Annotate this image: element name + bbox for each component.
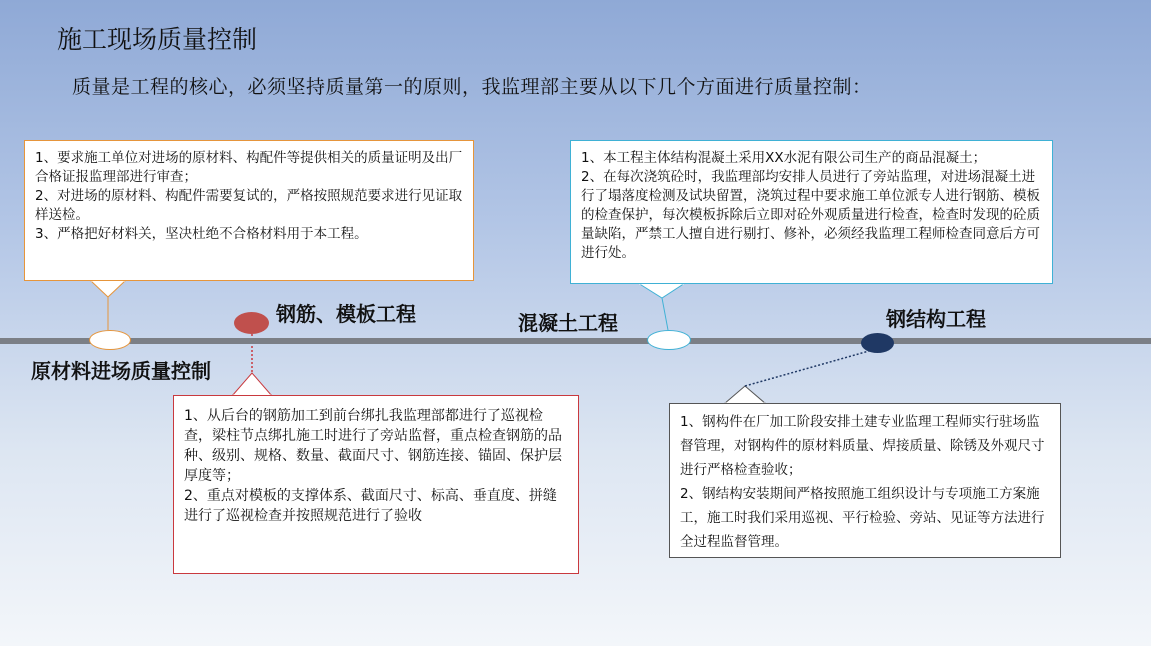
- concrete-node: [647, 330, 691, 350]
- steel-structure-item: 2、钢结构安装期间严格按照施工组织设计与专项施工方案施工，施工时我们采用巡视、平行检验、旁站、见证等方法进行全过程监督管理。: [680, 486, 1045, 550]
- raw-material-item: 2、对进场的原材料、构配件需要复试的，严格按照规范要求进行见证取样送检。: [35, 188, 463, 223]
- steel-structure-label: 钢结构工程: [886, 307, 986, 331]
- raw-material-textbox: [24, 140, 474, 281]
- page-title: 施工现场质量控制: [57, 25, 258, 54]
- raw-material-item: 3、严格把好材料关，坚决杜绝不合格材料用于本工程。: [35, 226, 368, 242]
- concrete-callout-pointer: [638, 283, 685, 298]
- page-subtitle: 质量是工程的核心，必须坚持质量第一的原则，我监理部主要从以下几个方面进行质量控制：: [72, 76, 872, 98]
- concrete-textbox: [570, 140, 1053, 284]
- steel-connector: [745, 349, 876, 386]
- raw-material-label: 原材料进场质量控制: [31, 359, 211, 383]
- concrete-item: 1、本工程主体结构混凝土采用XX水泥有限公司生产的商品混凝土；: [581, 150, 987, 166]
- raw-material-item: 1、要求施工单位对进场的原材料、构配件等提供相关的质量证明及出厂合格证报监理部进行审查；: [35, 150, 463, 185]
- rebar-formwork-item: 1、从后台的钢筋加工到前台绑扎我监理部都进行了巡视检查，梁柱节点绑扎施工时进行了旁站监督，重点检查钢筋的品种、级别、规格、数量、截面尺寸、钢筋连接、锚固、保护层厚度等；: [184, 408, 562, 484]
- rebar-formwork-textbox: [173, 395, 579, 574]
- concrete-connector: [662, 298, 668, 330]
- rebar-formwork-label: 钢筋、模板工程: [276, 302, 416, 326]
- steel-structure-item: 1、钢构件在厂加工阶段安排土建专业监理工程师实行驻场监督管理，对钢构件的原材料质量、焊接质量、除锈及外观尺寸进行严格检查验收；: [680, 414, 1045, 478]
- steel-structure-textbox: [669, 403, 1061, 558]
- steel-callout-pointer: [724, 386, 766, 404]
- concrete-item: 2、在每次浇筑砼时，我监理部均安排人员进行了旁站监理，对进场混凝土进行了塌落度检测及试块留置，浇筑过程中要求施工单位派专人进行钢筋、模板的检查保护，每次模板拆除后立即对砼外观质量进行检查，检查时发现的砼质量缺陷，严禁工人擅自进行剔打、修补，必须经我监理工程师检查同意后方可进行处。: [581, 169, 1040, 261]
- concrete-label: 混凝土工程: [518, 311, 618, 335]
- raw-material-callout-pointer: [90, 280, 126, 297]
- rebar-formwork-node: [234, 312, 269, 334]
- rebar-callout-pointer: [232, 373, 272, 396]
- timeline-bar: [0, 338, 1151, 344]
- raw-material-node: [89, 330, 131, 350]
- rebar-formwork-item: 2、重点对模板的支撑体系、截面尺寸、标高、垂直度、拼缝进行了巡视检查并按照规范进行了验收: [184, 488, 557, 524]
- steel-structure-node: [861, 333, 894, 353]
